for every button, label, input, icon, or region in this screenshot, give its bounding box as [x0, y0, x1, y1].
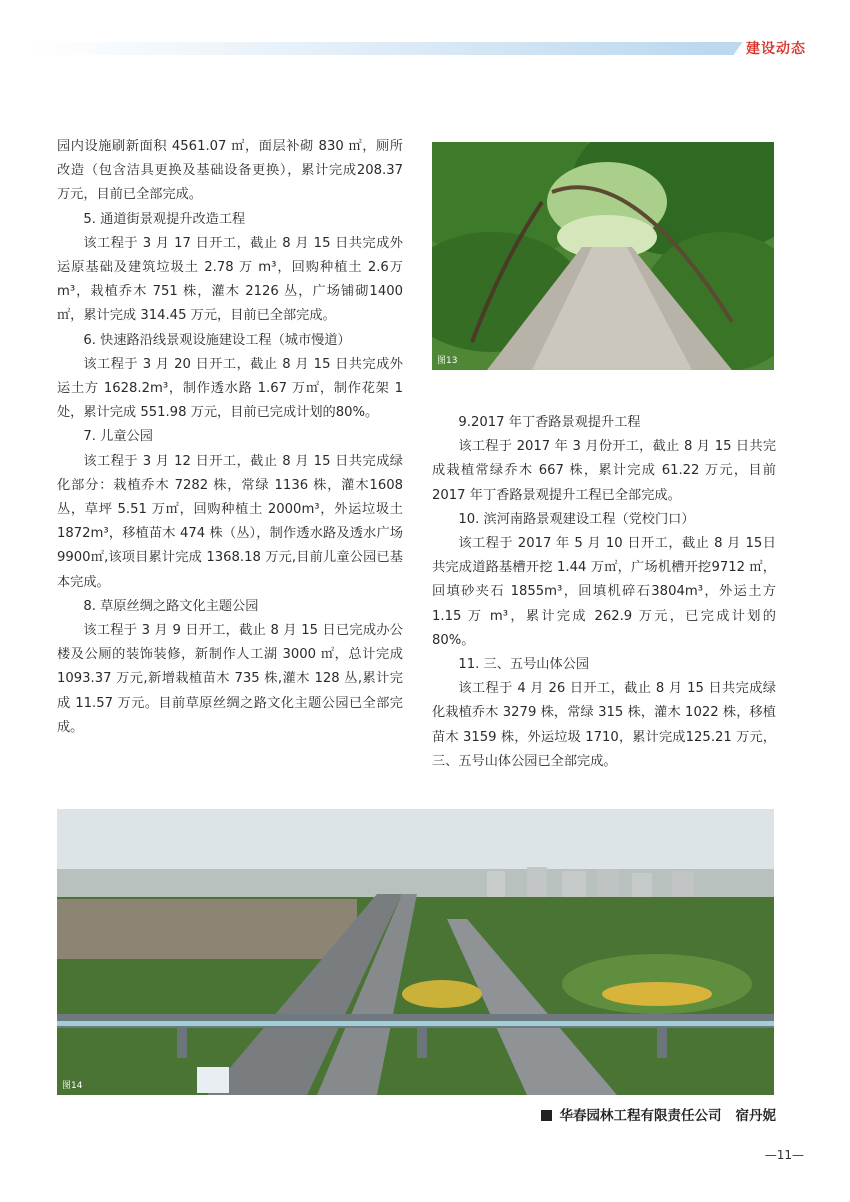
author-credit: [541, 1104, 777, 1124]
section-heading: 6. 快速路沿线景观设施建设工程（城市慢道）: [83, 332, 351, 348]
page-number: —11—: [764, 1148, 804, 1162]
figure-13-illustration: [432, 142, 774, 370]
figure-14-caption: 图14: [62, 1081, 83, 1091]
header-band: [30, 42, 730, 55]
section-heading: 5. 通道街景观提升改造工程: [83, 211, 246, 227]
body-paragraph: 该工程于 3 月 9 日开工，截止 8 月 15 日已完成办公楼及公厕的装饰装修，新制作人工湖 3000 ㎡，总计完成 1093.37 万元,新增栽植苗木 735 株,灌木 128 丛,累计完成 11.57 万元。目前草原丝绸之路文化主题公园已全部完成。: [57, 623, 403, 735]
right-text-column: [432, 411, 776, 774]
body-paragraph: 园内设施刷新面积 4561.07 ㎡，面层补砌 830 ㎡，厕所改造（包含洁具更换及基础设备更换），累计完成208.37 万元，目前已全部完成。: [57, 139, 403, 203]
figure-14-photo: [57, 809, 774, 1095]
section-heading: 10. 滨河南路景观建设工程（党校门口）: [458, 511, 695, 527]
body-paragraph: 该工程于 4 月 26 日开工，截止 8 月 15 日共完成绿化栽植乔木 3279 株，常绿 315 株，灌木 1022 株，移植苗木 3159 株，外运垃圾 1710，累计完成125.21 万元，三、五号山体公园已全部完成。: [432, 681, 776, 769]
body-paragraph: 该工程于 3 月 17 日开工，截止 8 月 15 日共完成外运原基础及建筑垃圾土 2.78 万 m³，回购种植土 2.6万 m³，栽植乔木 751 株，灌木 2126 丛，广场铺砌1400 ㎡，累计完成 314.45 万元，目前已全部完成。: [57, 235, 403, 324]
body-paragraph: 该工程于 2017 年 5 月 10 日开工，截止 8 月 15日共完成道路基槽开挖 1.44 万㎡，广场机槽开挖9712 ㎡，回填砂夹石 1855m³，回填机碎石3804m³，外运土方 1.15 万 m³，累计完成 262.9 万元，已完成计划的 80%。: [432, 536, 776, 648]
section-heading: 11. 三、五号山体公园: [458, 657, 590, 673]
credit-company: 华春园林工程有限责任公司: [559, 1108, 722, 1124]
body-paragraph: 该工程于 3 月 12 日开工，截止 8 月 15 日共完成绿化部分：栽植乔木 7282 株，常绿 1136 株，灌木1608 丛，草坪 5.51 万㎡，回购种植土 2000m³，外运垃圾土 1872m³，移植苗木 474 株（丛），制作透水路及透水广场 9900㎡,该项目累计完成 1368.18 万元,目前儿童公园已基本完成。: [57, 453, 403, 590]
figure-13-caption: 图13: [437, 356, 458, 366]
figure-14-illustration: [57, 809, 774, 1095]
body-paragraph: 该工程于 2017 年 3 月份开工，截止 8 月 15 日共完成栽植常绿乔木 667 株，累计完成 61.22 万元，目前 2017 年丁香路景观提升工程已全部完成。: [432, 439, 776, 503]
credit-author: 宿丹妮: [735, 1108, 776, 1124]
figure-13-photo: [432, 142, 774, 370]
bullet-square-icon: [541, 1110, 552, 1121]
section-heading: 7. 儿童公园: [83, 429, 153, 445]
section-title: 建设动态: [746, 41, 806, 57]
section-heading: 8. 草原丝绸之路文化主题公园: [83, 598, 259, 614]
section-heading: 9.2017 年丁香路景观提升工程: [458, 415, 641, 430]
body-paragraph: 该工程于 3 月 20 日开工，截止 8 月 15 日共完成外运土方 1628.2m³，制作透水路 1.67 万㎡，制作花架 1 处，累计完成 551.98 万元，目前已完成计划的80%。: [57, 356, 403, 421]
left-text-column: [57, 135, 403, 740]
